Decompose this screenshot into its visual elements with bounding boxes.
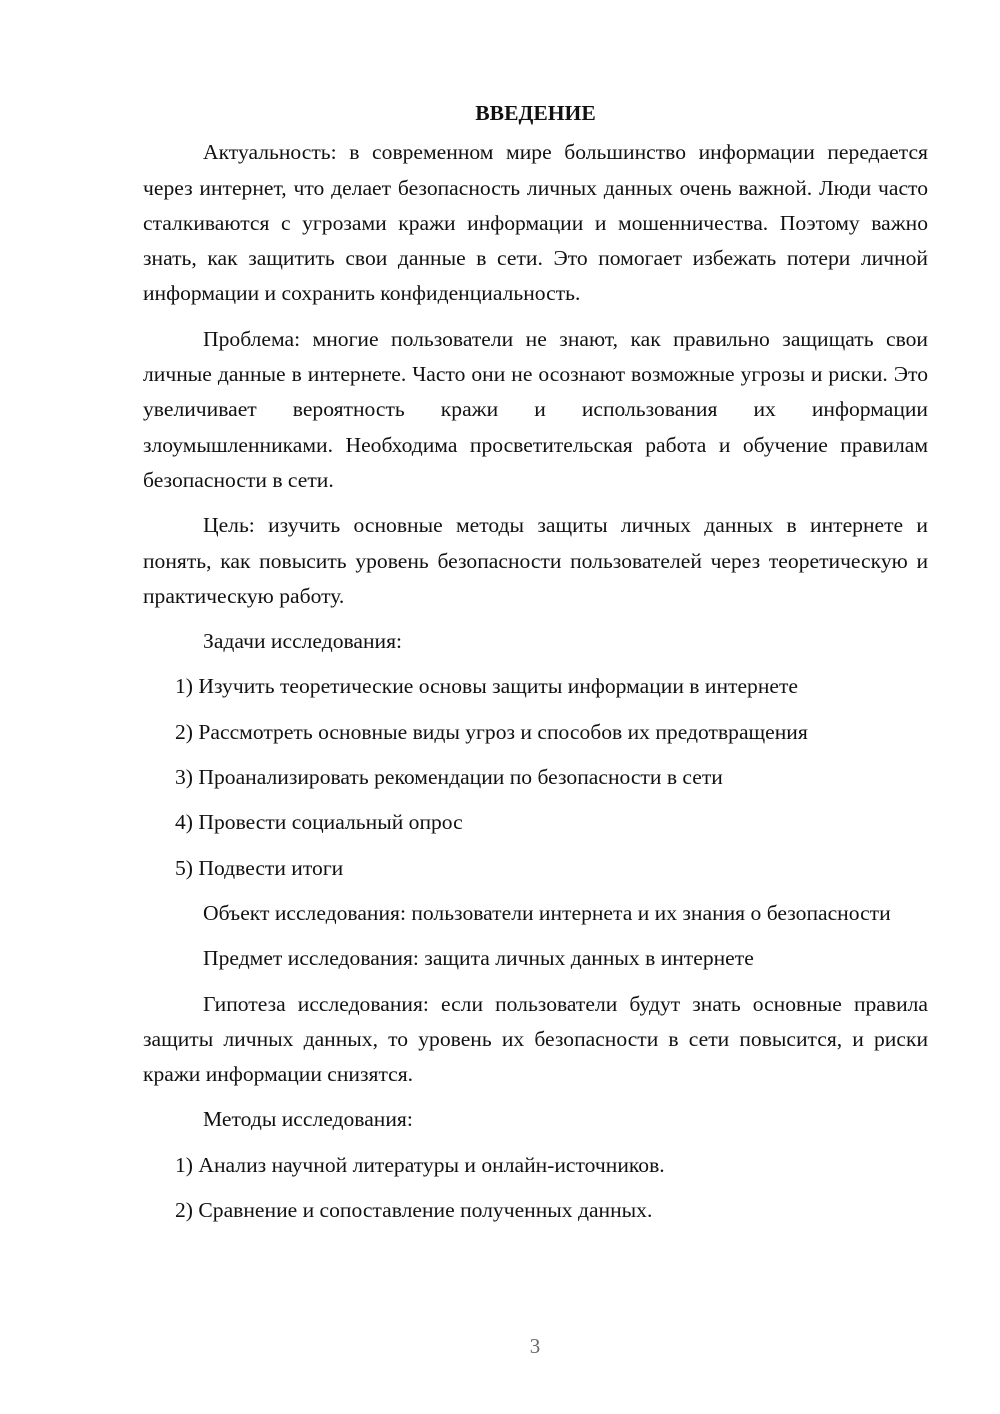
page-number: 3 (529, 1334, 541, 1358)
section-title: ВВЕДЕНИЕ (475, 101, 596, 125)
tasks-label: Задачи исследования: (203, 629, 403, 654)
tasks-list (143, 669, 928, 885)
problem-paragraph: Проблема: многие пользователи не знают, как правильно защищать свои личные данные в интернете. Часто они не осознают возможные угрозы и риски. Это увеличивает вероятность кражи и использования их информации злоумышленниками. Необходима просветительская работа и обучение правилам безопасности в сети. (143, 326, 928, 492)
list-item: 2) Сравнение и сопоставление полученных данных. (175, 1198, 653, 1223)
methods-list (143, 1148, 928, 1229)
hypothesis-paragraph: Гипотеза исследования: если пользователи будут знать основные правила защиты личных данных, то уровень их безопасности в сети повысится, и риски кражи информации снизятся. (143, 991, 928, 1087)
list-item: 5) Подвести итоги (175, 855, 344, 880)
methods-label: Методы исследования: (203, 1107, 413, 1132)
subject-paragraph: Предмет исследования: защита личных данных в интернете (203, 946, 754, 971)
object-paragraph: Объект исследования: пользователи интернета и их знания о безопасности (203, 900, 891, 925)
relevance-paragraph: Актуальность: в современном мире большинство информации передается через интернет, что делает безопасность личных данных очень важной. Люди часто сталкиваются с угрозами кражи информации и мошенничества. Поэтому важно знать, как защитить свои данные в сети. Это помогает избежать потери личной информации и сохранить конфиденциальность. (143, 140, 928, 306)
list-item: 1) Изучить теоретические основы защиты информации в интернете (175, 674, 798, 699)
list-item: 2) Рассмотреть основные виды угроз и способов их предотвращения (175, 719, 808, 744)
goal-paragraph: Цель: изучить основные методы защиты личных данных в интернете и понять, как повысить уровень безопасности пользователей через теоретическую и практическую работу. (143, 513, 928, 608)
list-item: 3) Проанализировать рекомендации по безопасности в сети (175, 765, 723, 790)
list-item: 1) Анализ научной литературы и онлайн-источников. (175, 1152, 665, 1177)
list-item: 4) Провести социальный опрос (175, 810, 463, 835)
document-page (143, 96, 928, 1238)
